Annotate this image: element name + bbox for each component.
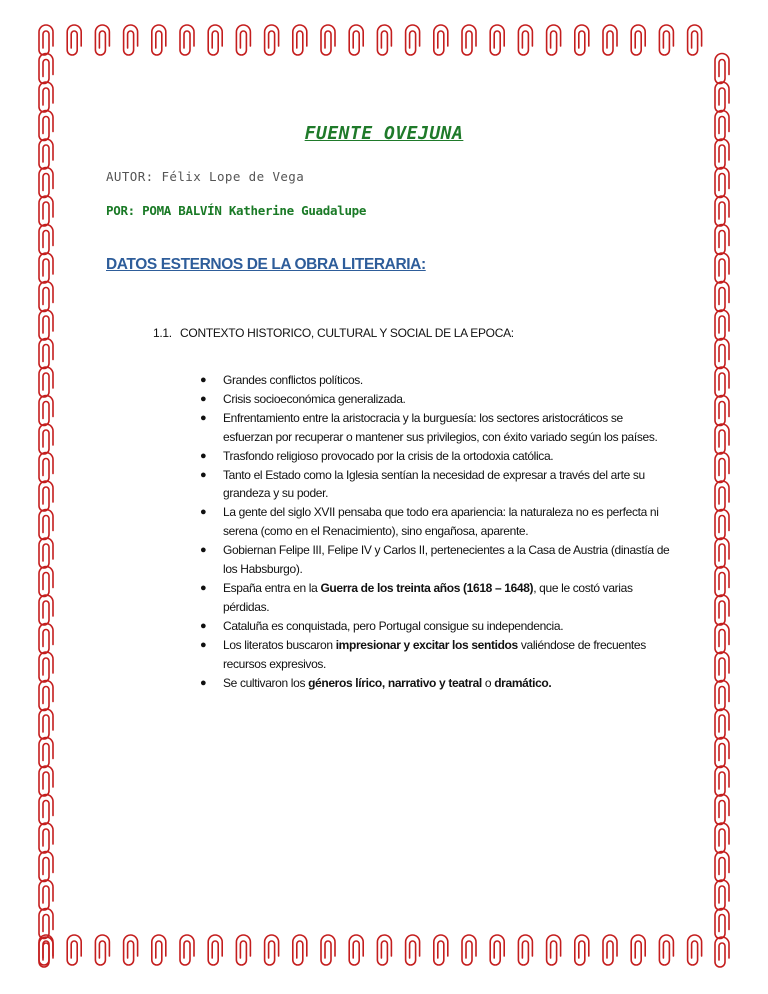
- bullet-icon: ●: [200, 676, 207, 689]
- bullet-icon: ●: [200, 374, 207, 386]
- bullet-icon: ●: [200, 468, 207, 481]
- list-item: ● Cataluña es conquistada, pero Portugal consigue su independencia.: [200, 617, 670, 636]
- bullet-icon: ●: [200, 544, 207, 557]
- bullet-icon: ●: [200, 506, 207, 519]
- author-line: [106, 169, 304, 184]
- list-item: ● Trasfondo religioso provocado por la crisis de la ortodoxia católica.: [200, 447, 670, 466]
- list-item: ● Se cultivaron los géneros lírico, narrativo y teatral o dramático.: [200, 674, 670, 693]
- section-heading: DATOS ESTERNOS DE LA OBRA LITERARIA:: [106, 256, 426, 273]
- list-item: ● España entra en la Guerra de los treinta años (1618 – 1648), que le costó varias pérdidas.: [200, 580, 633, 614]
- list-item: ● Enfrentamiento entre la aristocracia y la burguesía: los sectores aristocráticos se esfuerzan por recuperar o mantener sus privilegios, con éxito variado según los países.: [200, 410, 658, 444]
- bullet-icon: ●: [200, 392, 207, 405]
- bullet-icon: ●: [200, 581, 207, 594]
- list-item: ● Grandes conflictos políticos.: [200, 371, 670, 390]
- subsection-title: CONTEXTO HISTORICO, CULTURAL Y SOCIAL DE LA EPOCA:: [180, 326, 514, 340]
- subsection-number: 1.1.: [153, 326, 172, 340]
- author-name: Félix Lope de Vega: [161, 169, 305, 184]
- subsection-heading: [153, 326, 514, 340]
- bullet-icon: ●: [200, 619, 207, 632]
- document-title: FUENTE OVEJUNA: [304, 123, 464, 144]
- list-item: ● Crisis socioeconómica generalizada.: [200, 390, 670, 409]
- bullet-list: [200, 371, 670, 692]
- list-item: ● Tanto el Estado como la Iglesia sentían la necesidad de expresar a través del arte su grandeza y su poder.: [200, 467, 645, 501]
- author-label: AUTOR:: [106, 169, 154, 184]
- bullet-icon: ●: [200, 638, 207, 651]
- list-item: ● Gobiernan Felipe III, Felipe IV y Carlos II, pertenecientes a la Casa de Austria (dinastía de los Habsburgo).: [200, 543, 670, 577]
- list-item: ● La gente del siglo XVII pensaba que todo era apariencia: la naturaleza no es perfecta ni serena (como en el Renacimiento), sino engañosa, aparente.: [200, 505, 659, 539]
- bullet-icon: ●: [200, 411, 207, 424]
- list-item: ● Los literatos buscaron impresionar y excitar los sentidos valiéndose de frecuentes recursos expresivos.: [200, 637, 646, 671]
- byline: POR: POMA BALVÍN Katherine Guadalupe: [106, 203, 367, 218]
- bullet-icon: ●: [200, 449, 207, 462]
